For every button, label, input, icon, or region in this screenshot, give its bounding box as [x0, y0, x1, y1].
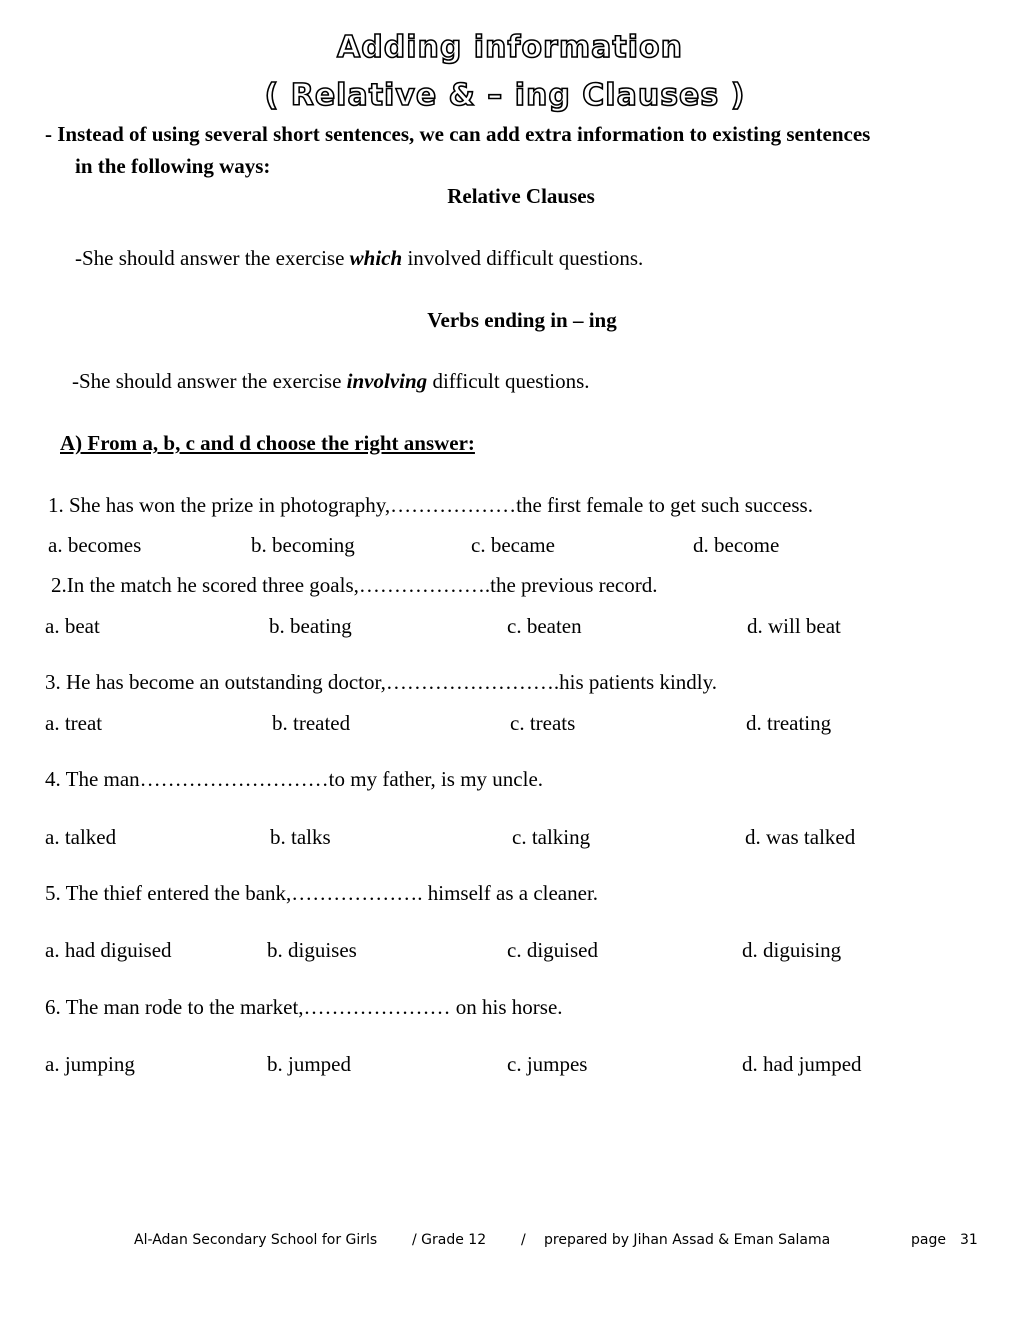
question-5: 5. The thief entered the bank,………………. himself as a cleaner.	[45, 881, 599, 905]
relative-example-end: involved difficult questions.	[402, 246, 644, 270]
page-subtitle: ( Relative & – ing Clauses )	[264, 78, 746, 113]
relative-heading: Relative Clauses	[447, 184, 595, 208]
relative-example-keyword: which	[349, 246, 403, 270]
footer-school: Al-Adan Secondary School for Girls	[134, 1232, 378, 1248]
intro-paragraph	[45, 122, 870, 147]
q2-option-b[interactable]: b. beating	[269, 614, 352, 638]
intro-line-2: in the following ways:	[75, 154, 271, 178]
q1-option-c[interactable]: c. became	[471, 533, 555, 557]
intro-line-1: Instead of using several short sentences, we can add extra information to existing sentences	[57, 122, 871, 146]
q5-option-c[interactable]: c. diguised	[507, 938, 598, 962]
footer-page-number: 31	[960, 1232, 978, 1248]
q3-option-b[interactable]: b. treated	[272, 711, 351, 735]
q1-option-b[interactable]: b. becoming	[251, 533, 355, 557]
q4-option-b[interactable]: b. talks	[270, 825, 331, 849]
intro-dash: -	[45, 122, 52, 146]
question-3: 3. He has become an outstanding doctor,…………………….his patients kindly.	[45, 670, 718, 694]
q3-option-a[interactable]: a. treat	[45, 711, 103, 735]
verbs-heading: Verbs ending in – ing	[427, 308, 617, 332]
verbs-example-start: -She should answer the exercise	[72, 369, 347, 393]
footer-separator: /	[521, 1232, 526, 1248]
q5-option-d[interactable]: d. diguising	[742, 938, 842, 962]
q2-option-d[interactable]: d. will beat	[747, 614, 841, 638]
footer-grade: / Grade 12	[412, 1232, 487, 1248]
relative-example	[75, 246, 643, 271]
q2-option-c[interactable]: c. beaten	[507, 614, 582, 638]
exercise-heading: A) From a, b, c and d choose the right answer:	[60, 431, 475, 455]
question-2: 2.In the match he scored three goals,……………….the previous record.	[51, 573, 658, 597]
q6-option-d[interactable]: d. had jumped	[742, 1052, 862, 1076]
q5-option-b[interactable]: b. diguises	[267, 938, 357, 962]
verbs-example	[72, 369, 590, 394]
verbs-example-keyword: involving	[346, 369, 428, 393]
q4-option-d[interactable]: d. was talked	[745, 825, 856, 849]
footer-prepared-by: prepared by Jihan Assad & Eman Salama	[544, 1232, 831, 1248]
q4-option-a[interactable]: a. talked	[45, 825, 117, 849]
q6-option-a[interactable]: a. jumping	[45, 1052, 135, 1076]
q1-option-a[interactable]: a. becomes	[48, 533, 142, 557]
question-1: 1. She has won the prize in photography,………………the first female to get such success.	[48, 493, 813, 517]
q3-option-d[interactable]: d. treating	[746, 711, 832, 735]
q3-option-c[interactable]: c. treats	[510, 711, 576, 735]
verbs-example-end: difficult questions.	[427, 369, 590, 393]
footer-page-label: page	[911, 1232, 946, 1248]
q6-option-b[interactable]: b. jumped	[267, 1052, 351, 1076]
relative-example-start: -She should answer the exercise	[75, 246, 350, 270]
question-6: 6. The man rode to the market,………………… on his horse.	[45, 995, 563, 1019]
q4-option-c[interactable]: c. talking	[512, 825, 591, 849]
q2-option-a[interactable]: a. beat	[45, 614, 100, 638]
q1-option-d[interactable]: d. become	[693, 533, 780, 557]
q5-option-a[interactable]: a. had diguised	[45, 938, 172, 962]
q6-option-c[interactable]: c. jumpes	[507, 1052, 588, 1076]
page-title: Adding information	[337, 30, 683, 65]
question-4: 4. The man………………………to my father, is my uncle.	[45, 767, 544, 791]
